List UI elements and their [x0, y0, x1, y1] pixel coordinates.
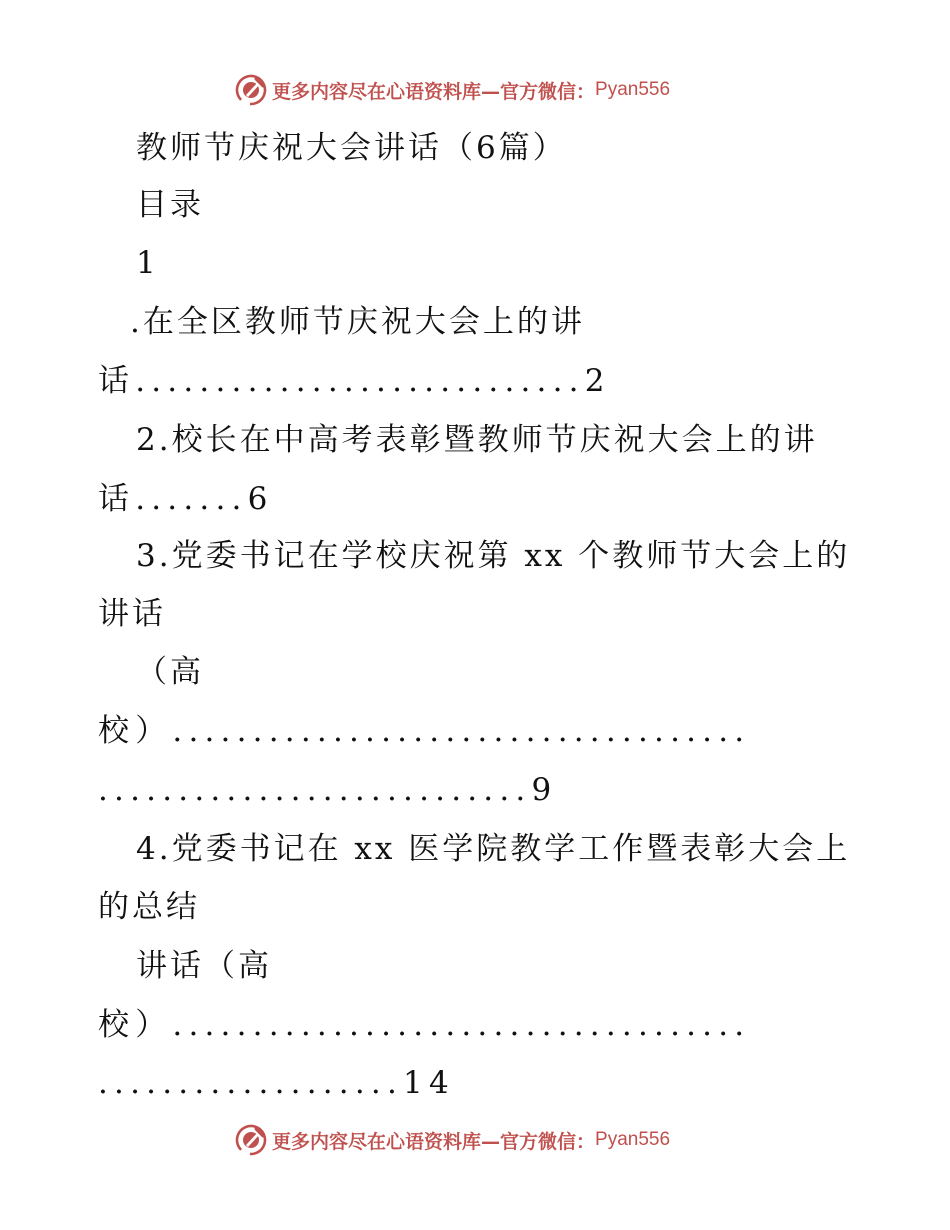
toc-line: 话............................2	[98, 363, 611, 399]
toc-line: 3.党委书记在学校庆祝第 xx 个教师节大会上的	[136, 538, 851, 574]
toc-line: （高	[136, 654, 204, 690]
toc-line: 讲话（高	[136, 948, 272, 984]
toc-heading: 目录	[136, 187, 204, 223]
toc-line: 4.党委书记在 xx 医学院教学工作暨表彰大会上	[136, 831, 851, 867]
toc-line: 话.......6	[98, 481, 274, 517]
toc-line: .在全区教师节庆祝大会上的讲	[130, 304, 585, 340]
toc-line: ...........................9	[98, 772, 558, 808]
toc-line: 校）....................................	[98, 713, 751, 749]
pen-logo-icon	[234, 73, 268, 107]
document-title: 教师节庆祝大会讲话（6篇）	[136, 130, 567, 166]
toc-line: 1	[136, 245, 159, 281]
toc-line: ...................14	[98, 1065, 455, 1101]
toc-line: 的总结	[98, 889, 200, 925]
header-banner	[234, 70, 670, 110]
toc-line: 校）....................................	[98, 1007, 751, 1043]
banner-text: 更多内容尽在心语资料库—官方微信：	[272, 1130, 596, 1153]
toc-line: 讲话	[98, 596, 166, 632]
toc-line: 2.校长在中高考表彰暨教师节庆祝大会上的讲	[136, 422, 818, 458]
banner-wechat-id: Pyan556	[595, 79, 671, 100]
banner-wechat-id: Pyan556	[595, 1129, 671, 1150]
banner-text: 更多内容尽在心语资料库—官方微信：	[272, 80, 596, 103]
footer-banner	[234, 1120, 670, 1160]
pen-logo-icon	[234, 1123, 268, 1157]
